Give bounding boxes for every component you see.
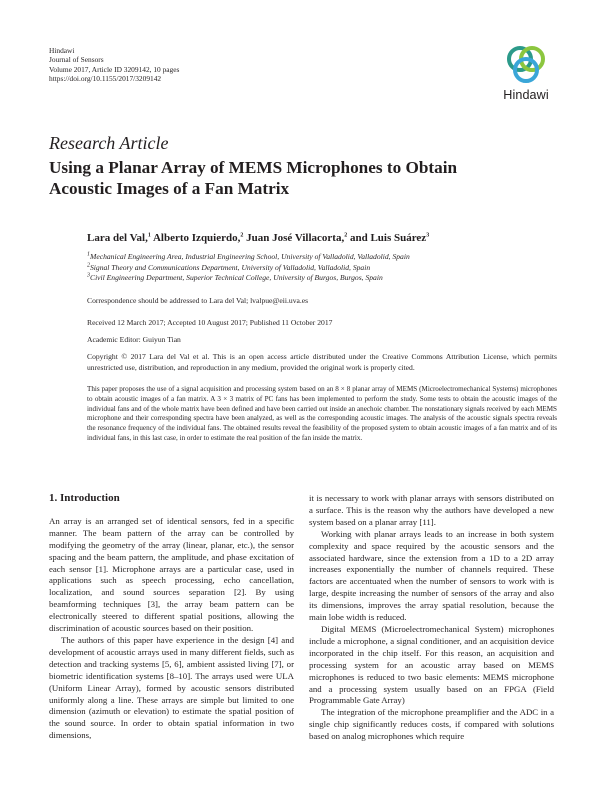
affiliation-text: Signal Theory and Communications Department, University of Valladolid, Valladolid, Spain	[90, 262, 371, 272]
affiliation-sup: 1	[87, 251, 90, 258]
paragraph: The integration of the microphone preamplifier and the ADC in a single chip significantly reduces costs, if compared with solutions based on analog microphones which require	[309, 707, 554, 742]
paragraph: it is necessary to work with planar arrays with sensors distributed on a surface. This is the reason why the authors have developed a new system based on a planar array [11].	[309, 493, 554, 527]
paragraph: The authors of this paper have experience in the design [4] and development of acoustic arrays used in many different fields, such as detection and tracking systems [5, 6], ambient assisted living [7], or biometric identification systems [8–10]. The arrays used were ULA (Uniform Linear Array), formed by acoustic sensors distributed uniformly along a line. These arrays are simple but limited to one dimension (azimuth or elevation) to estimate the spatial position of the sound source. In order to obtain spatial information in two dimensions,	[49, 634, 294, 741]
hindawi-rings-icon	[503, 43, 549, 87]
author-sup: 3	[426, 232, 430, 239]
affiliation	[87, 273, 557, 284]
affiliation-text: Mechanical Engineering Area, Industrial Engineering School, University of Valladolid, Valladolid, Spain	[90, 252, 410, 261]
journal-info	[49, 46, 179, 84]
author: and Luis Suárez	[349, 232, 427, 244]
author-sup: 1	[147, 232, 151, 239]
doi-link[interactable]: https://doi.org/10.1155/2017/3209142	[49, 74, 162, 84]
paper-title: Using a Planar Array of MEMS Microphones to Obtain Acoustic Images of a Fan Matrix	[49, 158, 458, 198]
correspondence: Correspondence should be addressed to Lara del Val; lvalpue@eii.uva.es	[87, 296, 309, 305]
author: Juan José Villacorta,	[246, 232, 345, 244]
section-heading: 1. Introduction	[49, 492, 120, 504]
author-sup: 2	[240, 232, 244, 239]
left-column	[49, 493, 294, 742]
paragraph: Digital MEMS (Microelectromechanical System) microphones include a microphone, a signal conditioner, and an acquisition device incorporated in the chip itself. For this reason, an acquisition and processing system for an acoustic array based on MEMS microphones is reduced to two basic elements: MEMS microphone and a processing system usually based on an FPGA (Field Programmable Gate Array)	[309, 623, 554, 706]
author-sup: 2	[344, 232, 348, 239]
affiliation	[87, 263, 557, 274]
publisher-name: Hindawi	[49, 46, 75, 55]
hindawi-logo	[491, 43, 561, 102]
paragraph: Working with planar arrays leads to an increase in both system complexity and space required by the acoustic sensors and the associated hardware, since the extension from a 1D to a 2D array increases exponentially the number of channels required. These factors are accentuated when the number of sensors to work with is large, despite increasing the number of sensors of the array and also its dimensions, improves the array spatial resolution, because the main lobe width is reduced.	[309, 528, 554, 623]
author: Lara del Val,	[87, 232, 148, 244]
article-type: Research Article	[49, 133, 169, 153]
author: Alberto Izquierdo,	[152, 232, 241, 244]
volume-line: Volume 2017, Article ID 3209142, 10 pages	[49, 64, 180, 74]
abstract: This paper proposes the use of a signal acquisition and processing system based on an 8 × 8 planar array of MEMS (Microelectromechanical Systems) microphones to obtain acoustic images of a fan matrix. A 3 × 3 matrix of PC fans has been implemented to perform the study. Some tests to obtain the acoustic images of the individual fans and of the whole matrix have been defined and have been carried out inside an anechoic chamber. The nonstationary signals received by each MEMS microphone and their corresponding spectra have been analyzed, as well as the corresponding acoustic images. The analysis of the acoustic signals spectra reveals the resonance frequency of the individual fans. The obtained results reveal the feasibility of the proposed system to obtain acoustic images of a fan matrix and of its individual fans, in this last case, in order to estimate the real position of the fan inside the matrix.	[87, 385, 557, 442]
right-column	[309, 493, 554, 743]
journal-name: Journal of Sensors	[49, 55, 104, 65]
affiliations	[87, 252, 557, 284]
affiliation	[87, 252, 557, 263]
paragraph: An array is an arranged set of identical sensors, fed in a specific manner. The beam pattern of the array can be controlled by modifying the geometry of the array (linear, planar, etc.), the sensor spacing and the beam pattern, the amplitude, and phase excitation of each sensor [1]. Microphone arrays are a particular case, used in applications such as speech processing, echo cancellation, localization, and sound sources separation [2]. By using beamforming techniques [3], the array beam pattern can be electronically steered to different spatial positions, allowing the discrimination of acoustic sources based on their position.	[49, 515, 294, 634]
academic-editor: Academic Editor: Guiyun Tian	[87, 335, 181, 344]
copyright-notice: Copyright © 2017 Lara del Val et al. This is an open access article distributed under the Creative Commons Attribution License, which permits unrestricted use, distribution, and reproduction in any medium, provided the original work is properly cited.	[87, 352, 557, 372]
logo-text: Hindawi	[503, 88, 549, 102]
affiliation-text: Civil Engineering Department, Superior Technical College, University of Burgos, Burgos, Spain	[90, 273, 383, 283]
publication-dates: Received 12 March 2017; Accepted 10 August 2017; Published 11 October 2017	[87, 318, 333, 327]
affiliation-sup: 2	[87, 262, 90, 269]
author-list	[87, 232, 429, 244]
affiliation-sup: 3	[87, 272, 90, 279]
